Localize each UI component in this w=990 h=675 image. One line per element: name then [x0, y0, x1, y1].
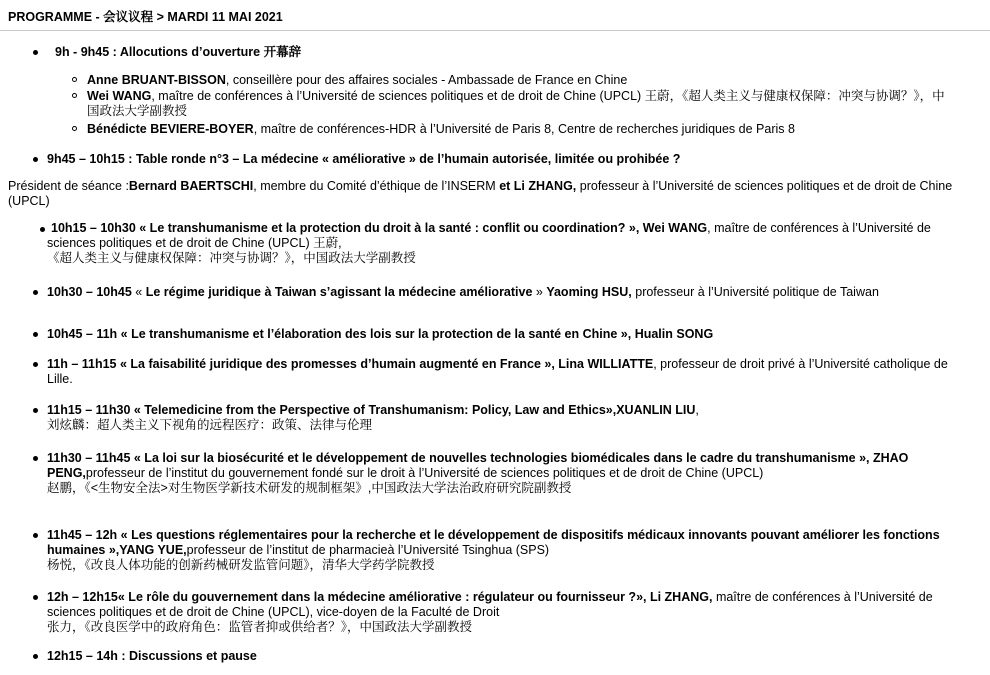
quote-open: «	[131, 285, 146, 299]
list-bullet	[33, 456, 38, 461]
opening-title: 9h - 9h45 : Allocutions d’ouverture 开幕辞	[55, 45, 302, 59]
talk-desc: , professeur de droit privé à l’Université catholique de Lille.	[47, 357, 948, 386]
talk-title: 12h15 – 14h : Discussions et pause	[47, 649, 257, 663]
list-bullet	[33, 290, 38, 295]
list-bullet	[33, 157, 38, 162]
president-desc: , membre du Comité d’éthique de l’INSERM	[253, 179, 500, 193]
talk-item	[47, 590, 967, 635]
speaker-desc: , maître de conférences-HDR à l’Université de Paris 8, Centre de recherches juridiques de Paris 8	[253, 122, 795, 136]
speaker-item	[87, 73, 957, 88]
talk-item	[47, 221, 967, 266]
talk-desc: professeur à l’Université politique de Taiwan	[631, 285, 879, 299]
list-bullet	[33, 654, 38, 659]
session-president	[8, 179, 968, 209]
talk-item	[47, 528, 967, 573]
talk-title: 12h – 12h15« Le rôle du gouvernement dans la médecine améliorative : régulateur ou fournisseur ?», Li ZHANG,	[47, 590, 713, 604]
speaker-desc: , maître de conférences à l’Université de sciences politiques et de droit de Chine (UPCL) 王蔚，《超人类主义与健康权保障：冲突与协调？》，中国政法大学副教授	[87, 89, 945, 118]
list-bullet	[33, 362, 38, 367]
header-divider	[0, 30, 990, 31]
talk-item	[47, 403, 967, 433]
talk-desc: professeur de l’institut de pharmacieà l’Université Tsinghua (SPS)	[186, 543, 550, 557]
president-name-2: et Li ZHANG,	[499, 179, 577, 193]
talk-item	[47, 285, 967, 300]
talk-chinese: 杨悦，《改良人体功能的创新药械研发监管问题》，清华大学药学院教授	[47, 558, 435, 572]
list-bullet	[33, 533, 38, 538]
talk-chinese: 《超人类主义与健康权保障：冲突与协调？》，中国政法大学副教授	[47, 251, 416, 265]
speaker-name: Wei WANG	[87, 89, 152, 103]
speaker-item	[87, 89, 957, 119]
talk-title: 11h30 – 11h45 « La loi sur la biosécurité et le développement de nouvelles technologies biomédicales dans le cadre du transhumanisme », ZHAO PENG,	[47, 451, 909, 480]
president-desc-2: professeur à l’Université de sciences politiques et de droit de Chine (UPCL)	[8, 179, 953, 208]
talk-item	[47, 357, 967, 387]
quote-close: »	[532, 285, 547, 299]
speaker-desc: , conseillère pour des affaires sociales - Ambassade de France en Chine	[225, 73, 628, 87]
talk-item	[47, 451, 967, 496]
speaker-name: Anne BRUANT-BISSON	[87, 73, 226, 87]
list-bullet	[72, 77, 77, 82]
speaker-name: Bénédicte BEVIERE-BOYER	[87, 122, 254, 136]
list-bullet	[33, 595, 38, 600]
list-bullet	[72, 93, 77, 98]
list-bullet	[72, 126, 77, 131]
talk-title: 11h – 11h15 « La faisabilité juridique des promesses d’humain augmenté en France », Lina WILLIATTE	[47, 357, 654, 371]
list-bullet	[33, 332, 38, 337]
talk-desc: , maître de conférences à l’Université de sciences politiques et de droit de Chine (UPCL) 王蔚,	[47, 221, 931, 250]
talk-chinese: 刘炫麟：超人类主义下视角的远程医疗：政策、法律与伦理	[47, 418, 373, 432]
list-bullet	[40, 227, 45, 232]
list-bullet	[33, 408, 38, 413]
talk-title: 10h15 – 10h30 « Le transhumanisme et la protection du droit à la santé : conflit ou coordination? », Wei WANG	[51, 221, 708, 235]
talk-title: 11h45 – 12h « Les questions réglementaires pour la recherche et le développement de dispositifs médicaux innovants pouvant améliorer les fonctions humaines »,YANG YUE,	[47, 528, 940, 557]
talk-speaker: Yaoming HSU,	[546, 285, 632, 299]
president-prefix: Président de séance :	[8, 179, 129, 193]
talk-chinese: 赵鹏，《<生物安全法>对生物医学新技术研发的规制框架》,中国政法大学法治政府研究院副教授	[47, 481, 572, 495]
page-title: PROGRAMME - 会议议程 > MARDI 11 MAI 2021	[8, 10, 283, 24]
talk-desc: maître de conférences à l’Université de sciences politiques et de droit de Chine (UPCL), vice-doyen de la Faculté de Droit	[47, 590, 933, 619]
talk-title: 11h15 – 11h30 « Telemedicine from the Perspective of Transhumanism: Policy, Law and Ethics»,XUANLIN LIU	[47, 403, 696, 417]
roundtable-title: 9h45 – 10h15 : Table ronde n°3 – La médecine « améliorative » de l’humain autorisée, limitée ou prohibée ?	[47, 152, 681, 166]
talk-chinese: 张力，《改良医学中的政府角色：监管者抑或供给者？》，中国政法大学副教授	[47, 620, 473, 634]
talk-title: Le régime juridique à Taiwan s’agissant la médecine améliorative	[145, 285, 533, 299]
president-name: Bernard BAERTSCHI	[128, 179, 254, 193]
talk-desc: professeur de l’institut du gouvernement fondé sur le droit à l’Université de sciences politiques et de droit de Chine (UPCL)	[85, 466, 764, 480]
speaker-item	[87, 122, 957, 137]
list-bullet	[33, 50, 38, 55]
talk-title: 10h45 – 11h « Le transhumanisme et l’élaboration des lois sur la protection de la santé en Chine », Hualin SONG	[47, 327, 714, 341]
talk-time: 10h30 – 10h45	[47, 285, 132, 299]
talk-desc: ,	[695, 403, 699, 417]
